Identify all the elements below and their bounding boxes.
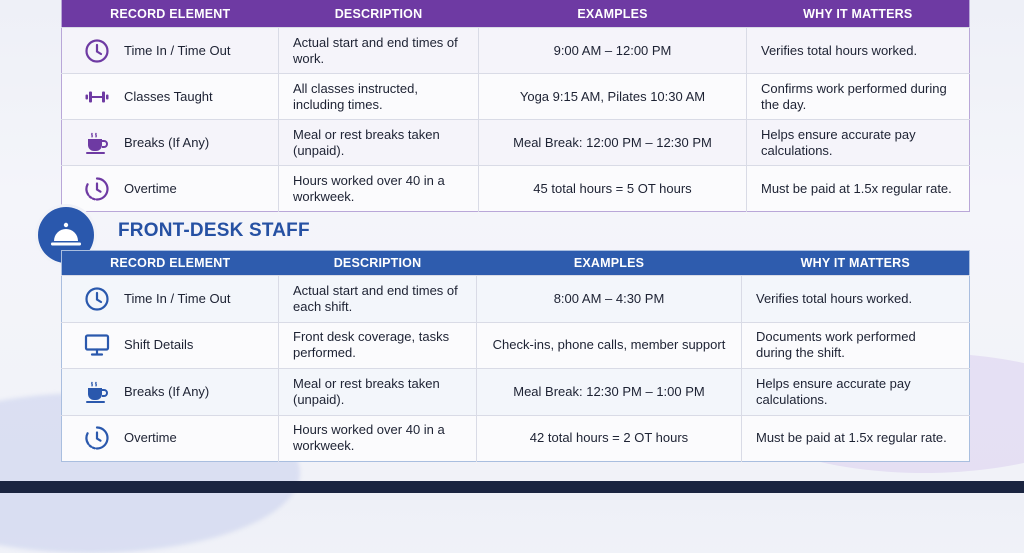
table-row: [62, 166, 970, 212]
record-element-label: Time In / Time Out: [124, 42, 231, 58]
column-header: RECORD ELEMENT: [110, 6, 231, 21]
description-cell: Meal or rest breaks taken (unpaid).: [279, 120, 479, 166]
clock-icon: [82, 36, 112, 66]
example-cell: Check-ins, phone calls, member support: [477, 322, 742, 369]
front-desk-records-table: [61, 250, 970, 462]
description-cell: Meal or rest breaks taken (unpaid).: [279, 369, 477, 416]
why-cell: Verifies total hours worked.: [742, 276, 970, 323]
column-header: EXAMPLES: [573, 256, 645, 270]
example-cell: 45 total hours = 5 OT hours: [479, 166, 747, 212]
section-title: FRONT-DESK STAFF: [118, 220, 310, 241]
example-cell: 8:00 AM – 4:30 PM: [477, 276, 742, 323]
why-cell: Must be paid at 1.5x regular rate.: [747, 166, 970, 212]
description-cell: Front desk coverage, tasks performed.: [279, 322, 477, 369]
example-cell: Meal Break: 12:00 PM – 12:30 PM: [479, 120, 747, 166]
dumbbell-icon: [82, 82, 112, 112]
description-cell: Actual start and end times of work.: [279, 28, 479, 74]
table-row: [62, 28, 970, 74]
table-row: [62, 74, 970, 120]
example-cell: Meal Break: 12:30 PM – 1:00 PM: [477, 369, 742, 416]
record-element-label: Shift Details: [124, 337, 194, 353]
column-header: EXAMPLES: [577, 6, 648, 21]
overtime-clock-icon: [82, 174, 112, 204]
description-cell: Actual start and end times of each shift.: [279, 276, 477, 323]
why-cell: Confirms work performed during the day.: [747, 74, 970, 120]
table-row: [62, 369, 970, 416]
record-element-label: Breaks (If Any): [124, 134, 210, 150]
record-element-label: Overtime: [124, 180, 177, 196]
instructor-records-table: [61, 0, 970, 212]
description-cell: All classes instructed, including times.: [279, 74, 479, 120]
example-cell: 9:00 AM – 12:00 PM: [479, 28, 747, 74]
column-header: WHY IT MATTERS: [800, 256, 910, 270]
column-header: RECORD ELEMENT: [110, 256, 231, 270]
example-cell: 42 total hours = 2 OT hours: [477, 415, 742, 462]
clock-icon: [82, 284, 112, 314]
coffee-cup-icon: [82, 377, 112, 407]
why-cell: Documents work performed during the shift.: [742, 322, 970, 369]
record-element-label: Time In / Time Out: [124, 290, 231, 306]
description-cell: Hours worked over 40 in a workweek.: [279, 166, 479, 212]
table-row: [62, 322, 970, 369]
description-cell: Hours worked over 40 in a workweek.: [279, 415, 477, 462]
table-header-row: [62, 251, 970, 276]
table-row: [62, 120, 970, 166]
record-element-label: Overtime: [124, 430, 177, 446]
table-row: [62, 276, 970, 323]
example-cell: Yoga 9:15 AM, Pilates 10:30 AM: [479, 74, 747, 120]
why-cell: Verifies total hours worked.: [747, 28, 970, 74]
column-header: DESCRIPTION: [333, 256, 422, 270]
record-element-label: Breaks (If Any): [124, 383, 210, 399]
footer-band: [0, 481, 1024, 493]
table-header-row: [62, 0, 970, 28]
table-row: [62, 415, 970, 462]
record-element-label: Classes Taught: [124, 88, 213, 104]
monitor-icon: [82, 330, 112, 360]
why-cell: Helps ensure accurate pay calculations.: [747, 120, 970, 166]
why-cell: Helps ensure accurate pay calculations.: [742, 369, 970, 416]
column-header: DESCRIPTION: [334, 6, 423, 21]
why-cell: Must be paid at 1.5x regular rate.: [742, 415, 970, 462]
overtime-clock-icon: [82, 423, 112, 453]
coffee-cup-icon: [82, 128, 112, 158]
column-header: WHY IT MATTERS: [803, 6, 913, 21]
